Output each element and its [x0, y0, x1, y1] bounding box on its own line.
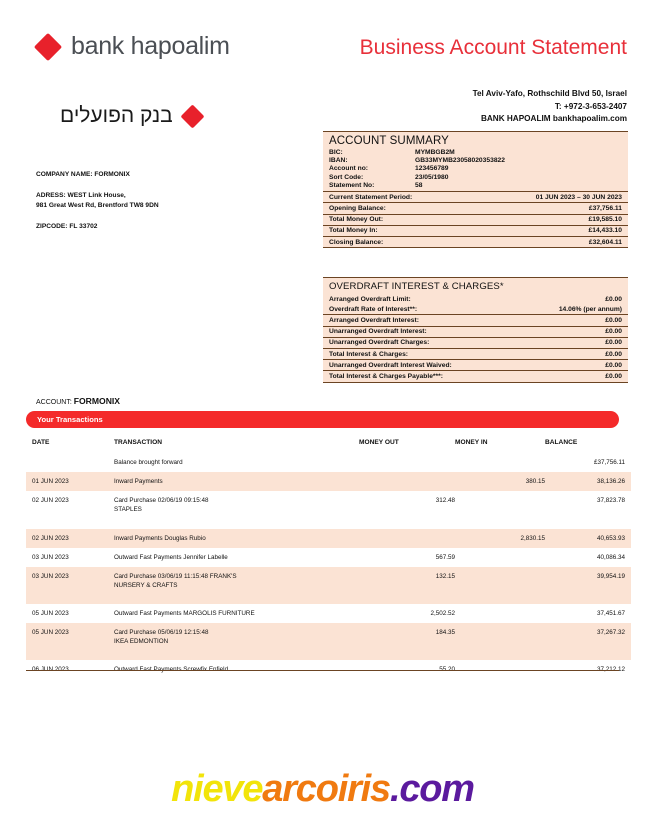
cell-balance: 37,267.32	[545, 623, 631, 660]
transaction-description: Outward Fast Payments Jennifer Labelle	[114, 553, 228, 561]
cell-balance: 37,823.78	[596, 497, 625, 505]
table-row	[26, 491, 631, 528]
transaction-description: Inward Payments	[114, 478, 163, 486]
overdraft-field-value: £0.00	[605, 295, 622, 303]
transaction-description: Balance brought forward	[114, 459, 183, 466]
overdraft-row	[323, 314, 628, 325]
overdraft-title: OVERDRAFT INTEREST & CHARGES*	[329, 281, 504, 292]
column-header-transaction: TRANSACTION	[114, 439, 162, 446]
cell-date: 02 JUN 2023	[32, 497, 69, 505]
customer-address-line1: ADRESS: WEST Link House,	[36, 191, 126, 199]
diamond-logo-icon-hebrew	[180, 104, 204, 128]
cell-money-in	[455, 623, 545, 660]
page-title: Business Account Statement	[359, 36, 627, 59]
cell-money-out: 567.59	[435, 553, 455, 561]
table-row	[26, 453, 631, 472]
transaction-description: Inward Payments Douglas Rubio	[114, 534, 206, 542]
bank-logo-hebrew	[60, 104, 201, 128]
summary-field-value: 23/05/1980	[415, 173, 449, 181]
cell-transaction	[114, 604, 359, 623]
cell-money-out: 312.48	[435, 497, 455, 505]
cell-money-out: 55.20	[439, 666, 455, 674]
cell-money-in: 380.15	[455, 472, 545, 491]
cell-money-in	[455, 604, 545, 623]
table-header-row	[26, 435, 631, 453]
overdraft-row-label: Unarranged Overdraft Interest:	[329, 328, 427, 336]
cell-money-out	[359, 453, 455, 472]
summary-field-value: GB33MYMB23058020353822	[415, 157, 505, 165]
cell-money-out	[359, 529, 455, 548]
account-summary-title: ACCOUNT SUMMARY	[329, 135, 449, 147]
summary-field	[323, 182, 628, 192]
cell-balance: 38,136.26	[545, 472, 631, 491]
overdraft-row-label: Unarranged Overdraft Charges:	[329, 339, 430, 347]
overdraft-row	[323, 326, 628, 337]
summary-field-value: MYMBGB2M	[415, 148, 455, 156]
overdraft-row-value: £0.00	[605, 372, 622, 380]
cell-money-out: 2,502.52	[430, 610, 455, 617]
cell-money-in	[455, 491, 545, 528]
transactions-table	[26, 435, 631, 680]
customer-address	[36, 191, 159, 211]
customer-zipcode: ZIPCODE: FL 33702	[36, 222, 98, 230]
bank-logo-text-hebrew: בנק הפועלים	[60, 104, 173, 127]
overdraft-row-value: £0.00	[605, 328, 622, 336]
cell-money-in	[455, 548, 545, 567]
overdraft-field-label: Overdraft Rate of Interest**:	[329, 305, 418, 313]
bank-logo-text: bank hapoalim	[71, 32, 230, 60]
overdraft-row-value: £0.00	[605, 361, 622, 369]
cell-balance: 37,451.67	[596, 610, 625, 617]
account-holder-line	[36, 396, 120, 406]
summary-row	[323, 202, 628, 213]
summary-row	[323, 191, 628, 202]
transaction-description: Card Purchase 03/06/19 11:15:48 FRANK'S	[114, 572, 237, 580]
summary-row-label: Closing Balance:	[329, 238, 384, 246]
overdraft-row	[323, 348, 628, 359]
summary-row-label: Total Money Out:	[329, 216, 384, 224]
cell-balance: £37,756.11	[593, 459, 625, 466]
table-row	[26, 472, 631, 491]
cell-money-in: 2,830.15	[455, 529, 545, 548]
overdraft-field-label: Arranged Overdraft Limit:	[329, 295, 411, 303]
table-row	[26, 623, 631, 660]
table-row	[26, 604, 631, 623]
cell-money-in	[455, 453, 545, 472]
summary-row	[323, 236, 628, 247]
summary-field-value: 58	[415, 182, 423, 190]
overdraft-row-value: £0.00	[605, 339, 622, 347]
watermark-part-1: nieve	[171, 768, 263, 810]
cell-transaction	[114, 548, 359, 567]
column-header-balance: BALANCE	[545, 439, 578, 446]
overdraft-row-label: Total Interest & Charges Payable***:	[329, 372, 443, 380]
cell-money-in	[455, 567, 545, 604]
overdraft-row-label: Arranged Overdraft Interest:	[329, 316, 419, 324]
account-holder-name: FORMONIX	[73, 396, 121, 406]
summary-field-value: 123456789	[415, 165, 449, 173]
overdraft-row	[323, 359, 628, 370]
transaction-description-secondary: STAPLES	[114, 506, 142, 514]
cell-money-out	[359, 472, 455, 491]
summary-row-value: £37,756.11	[588, 204, 622, 212]
cell-date	[26, 453, 114, 472]
cell-date: 05 JUN 2023	[26, 623, 114, 660]
overdraft-field	[323, 304, 628, 314]
transaction-description: Outward Fast Payments Screwfix Enfield	[114, 666, 229, 674]
cell-transaction	[114, 491, 359, 528]
summary-field	[323, 156, 628, 164]
transaction-description: Card Purchase 02/06/19 09:15:48	[114, 497, 209, 505]
bank-website: BANK HAPOALIM bankhapoalim.com	[480, 114, 627, 124]
overdraft-field	[323, 294, 628, 304]
summary-row	[323, 225, 628, 236]
cell-money-out: 132.15	[359, 567, 455, 604]
cell-date: 03 JUN 2023	[26, 567, 114, 604]
transaction-description: Card Purchase 05/06/19 12:15:48	[114, 629, 209, 637]
page-header	[0, 0, 645, 130]
summary-field	[323, 165, 628, 173]
bank-contact-block	[473, 88, 627, 126]
summary-field-label: Account no:	[329, 165, 369, 173]
diamond-logo-icon	[34, 32, 62, 60]
summary-row-label: Opening Balance:	[329, 204, 386, 212]
table-row	[26, 548, 631, 567]
summary-row-value: 01 JUN 2023 – 30 JUN 2023	[535, 193, 622, 201]
overdraft-row-label: Unarranged Overdraft Interest Waived:	[329, 361, 452, 369]
customer-details	[36, 170, 159, 232]
summary-row-value: £14,433.10	[588, 227, 622, 235]
summary-field-label: Statement No:	[329, 182, 375, 190]
summary-row-value: £19,585.10	[588, 216, 622, 224]
cell-date: 05 JUN 2023	[32, 610, 69, 617]
cell-transaction	[114, 453, 359, 472]
summary-field	[323, 173, 628, 181]
transactions-banner-label: Your Transactions	[37, 415, 103, 424]
cell-date: 01 JUN 2023	[26, 472, 114, 491]
bank-address: Tel Aviv-Yafo, Rothschild Blvd 50, Israel	[472, 89, 627, 98]
customer-address-line2: 981 Great West Rd, Brentford TW8 9DN	[36, 201, 159, 209]
account-summary-panel	[323, 131, 628, 248]
cell-money-out: 184.35	[359, 623, 455, 660]
customer-name: COMPANY NAME: FORMONIX	[36, 171, 130, 178]
overdraft-row-label: Total Interest & Charges:	[329, 350, 409, 358]
cell-transaction	[114, 567, 359, 604]
summary-row-label: Current Statement Period:	[329, 193, 413, 201]
overdraft-row	[323, 337, 628, 348]
cell-date: 03 JUN 2023	[32, 553, 69, 561]
bank-phone: T: +972-3-653-2407	[554, 101, 627, 111]
cell-date: 02 JUN 2023	[26, 529, 114, 548]
cell-balance: 37,212.12	[596, 666, 625, 674]
transactions-banner	[26, 411, 619, 428]
overdraft-row	[323, 370, 628, 381]
bank-logo	[38, 32, 230, 61]
summary-field	[323, 148, 628, 156]
table-bottom-rule	[26, 670, 619, 671]
table-row	[26, 529, 631, 548]
cell-date: 06 JUN 2023	[32, 666, 69, 674]
table-row	[26, 567, 631, 604]
summary-row	[323, 214, 628, 225]
account-holder-label: ACCOUNT:	[36, 399, 72, 406]
overdraft-row-value: £0.00	[605, 350, 622, 358]
cell-balance: 39,954.19	[545, 567, 631, 604]
column-header-money-in: MONEY IN	[455, 439, 488, 446]
transaction-description-secondary: IKEA EDMONTION	[114, 638, 169, 646]
summary-row-value: £32,604.11	[588, 238, 622, 246]
cell-transaction	[114, 529, 359, 548]
overdraft-field-value: 14.06% (per annum)	[558, 305, 622, 313]
watermark-part-2: arcoiris	[262, 768, 390, 810]
watermark-part-3: .com	[389, 768, 474, 810]
cell-transaction	[114, 623, 359, 660]
transaction-description: Outward Fast Payments MARGOLIS FURNITURE	[114, 610, 255, 617]
column-header-date: DATE	[32, 439, 50, 446]
cell-transaction	[114, 472, 359, 491]
column-header-money-out: MONEY OUT	[359, 439, 399, 446]
cell-balance: 40,086.34	[596, 553, 625, 561]
cell-balance: 40,653.93	[545, 529, 631, 548]
summary-row-label: Total Money In:	[329, 227, 378, 235]
watermark	[0, 768, 645, 811]
summary-field-label: IBAN:	[329, 157, 348, 165]
transaction-description-secondary: NURSERY & CRAFTS	[114, 581, 178, 589]
summary-field-label: BIC:	[329, 148, 343, 156]
summary-field-label: Sort Code:	[329, 173, 364, 181]
overdraft-panel	[323, 277, 628, 383]
overdraft-row-value: £0.00	[605, 316, 622, 324]
